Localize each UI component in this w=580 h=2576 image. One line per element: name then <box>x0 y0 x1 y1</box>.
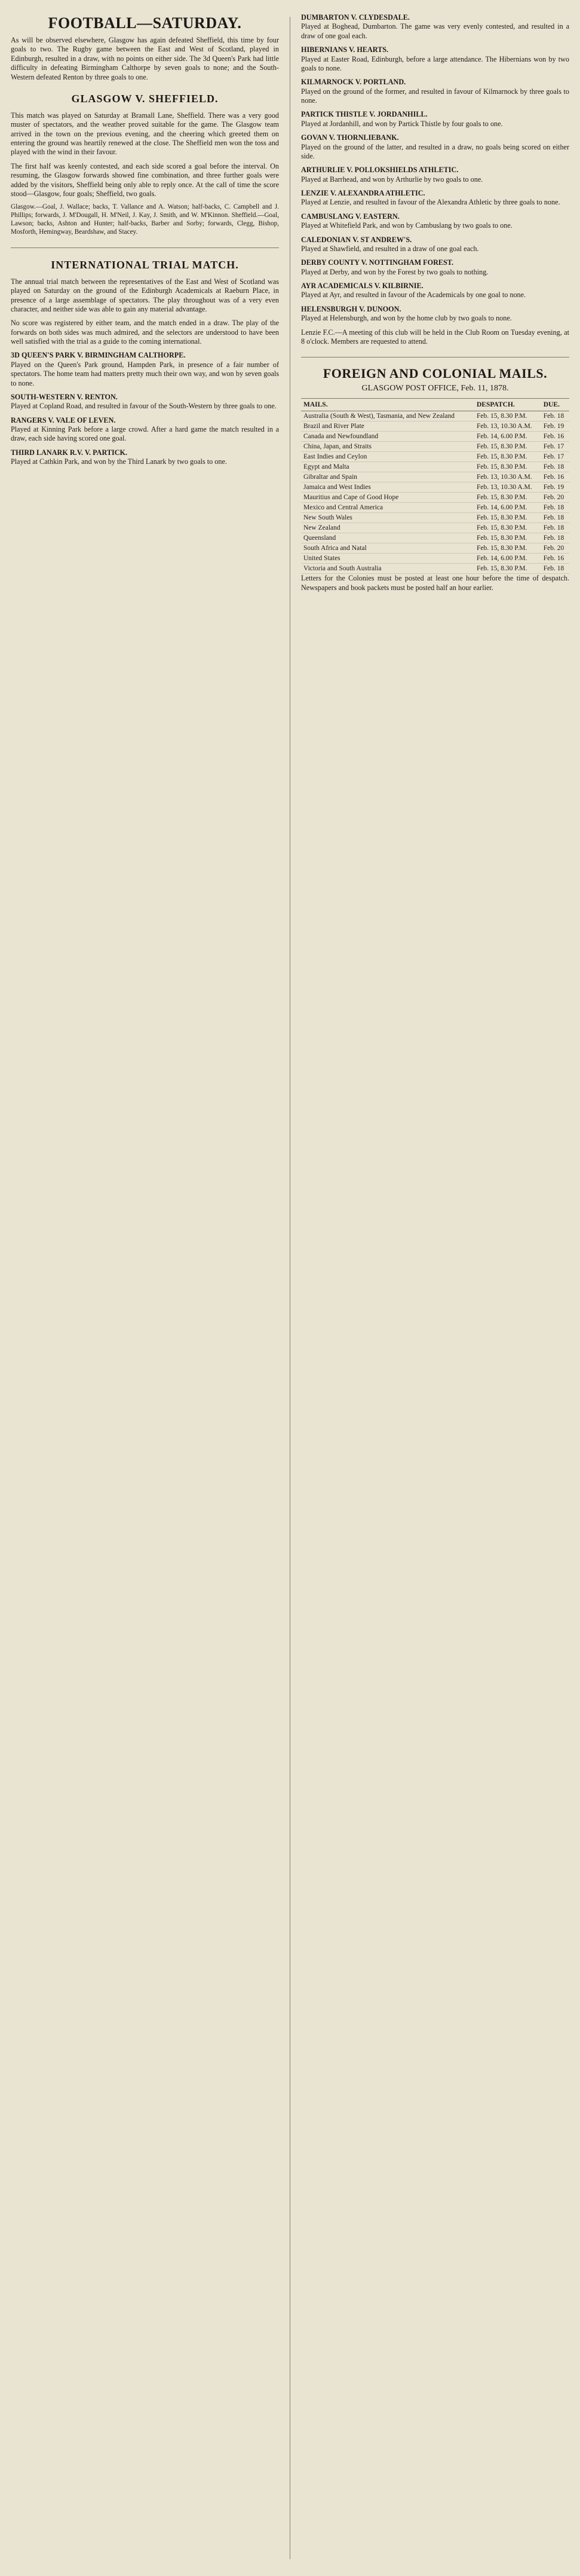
mail-despatch: Feb. 15, 8.30 P.M. <box>474 442 541 452</box>
match-report-body: Played at Easter Road, Edinburgh, before a large attendance. The Hibernians won by two goals to none. <box>301 54 570 72</box>
mail-row <box>301 442 569 452</box>
mail-due: Feb. 18 <box>541 564 569 574</box>
match-report <box>11 393 279 411</box>
match-report <box>301 45 569 73</box>
glasgow-sheffield-lineups: Glasgow.—Goal, J. Wallace; backs, T. Vallance and A. Watson; half-backs, C. Campbell and J. Phillips; forwards, J. M'Dougall, H. M'Neil, J. Kay, J. Smith, and W. M'Kinnon. Sheffield.—Goal, Lawson; backs, Ashton and Hunter; half-backs, Barber and Sorby; forwards, Clegg, Bishop, Mosforth, Hemingway, Beardshaw, and Stacey. <box>11 203 280 236</box>
mail-despatch: Feb. 15, 8.30 P.M. <box>474 543 541 554</box>
mail-row <box>301 543 569 554</box>
match-report <box>301 133 569 161</box>
match-report-heading: SOUTH-WESTERN V. RENTON. <box>11 392 118 401</box>
article-intro: As will be observed elsewhere, Glasgow has again defeated Sheffield, this time by four goals to two. The Rugby game between the East and West of Scotland, played in Edinburgh, resulted in a draw, with no points on either side. The 3d Queen's Park had little difficulty in defeating Birmingham Calthorpe by seven goals to none; and the South-Western defeated Renton by three goals to one. <box>11 36 280 81</box>
mail-due: Feb. 17 <box>541 442 569 452</box>
mail-due: Feb. 16 <box>541 472 569 482</box>
mail-destination: New South Wales <box>301 513 474 523</box>
mail-destination: Queensland <box>301 533 474 543</box>
match-report <box>301 166 569 184</box>
mail-row <box>301 421 569 432</box>
match-report-heading: RANGERS V. VALE OF LEVEN. <box>11 415 116 424</box>
trial-match-heading: INTERNATIONAL TRIAL MATCH. <box>51 258 239 271</box>
match-report-heading: HELENSBURGH V. DUNOON. <box>301 304 401 313</box>
mail-due: Feb. 18 <box>541 462 569 472</box>
mail-destination: New Zealand <box>301 523 474 533</box>
mail-destination: Canada and Newfoundland <box>301 432 474 442</box>
match-report-heading: CAMBUSLANG V. EASTERN. <box>301 212 400 221</box>
match-report <box>11 351 279 388</box>
mail-row <box>301 513 569 523</box>
match-report-body: Played at Whitefield Park, and won by Cambuslang by two goals to one. <box>301 221 513 230</box>
match-report-heading: GOVAN V. THORNLIEBANK. <box>301 133 399 142</box>
mail-destination: China, Japan, and Straits <box>301 442 474 452</box>
mail-destination: Victoria and South Australia <box>301 564 474 574</box>
club-notice: Lenzie F.C.—A meeting of this club will be held in the Club Room on Tuesday evening, at 8 o'clock. Members are requested to attend. <box>301 328 570 346</box>
mail-due: Feb. 19 <box>541 482 569 493</box>
match-report-heading: ARTHURLIE V. POLLOKSHIELDS ATHLETIC. <box>301 166 459 175</box>
section-divider <box>11 247 279 248</box>
mail-row <box>301 523 569 533</box>
match-report-heading: DERBY COUNTY V. NOTTINGHAM FOREST. <box>301 258 454 267</box>
match-report-heading: CALEDONIAN V. ST ANDREW'S. <box>301 235 412 244</box>
mail-due: Feb. 20 <box>541 493 569 503</box>
mail-due: Feb. 20 <box>541 543 569 554</box>
mail-despatch: Feb. 14, 6.00 P.M. <box>474 554 541 564</box>
match-report-heading: PARTICK THISTLE V. JORDANHILL. <box>301 110 428 119</box>
mail-row <box>301 432 569 442</box>
mail-despatch: Feb. 15, 8.30 P.M. <box>474 411 541 421</box>
match-report-heading: KILMARNOCK V. PORTLAND. <box>301 78 406 87</box>
match-report-body: Played at Jordanhill, and won by Partick Thistle by four goals to one. <box>301 119 503 128</box>
match-report <box>301 212 569 231</box>
mail-row <box>301 462 569 472</box>
mail-due: Feb. 18 <box>541 411 569 421</box>
mail-header-mails: MAILS. <box>301 399 474 411</box>
mail-due: Feb. 18 <box>541 503 569 513</box>
match-report-heading: LENZIE V. ALEXANDRA ATHLETIC. <box>301 189 425 197</box>
mail-despatch: Feb. 15, 8.30 P.M. <box>474 533 541 543</box>
match-report-body: Played on the Queen's Park ground, Hampden Park, in presence of a fair number of spectators. The home team had matters pretty much their own way, and won by seven goals to none. <box>11 360 280 387</box>
mail-row <box>301 493 569 503</box>
left-column <box>11 13 279 2565</box>
mail-due: Feb. 16 <box>541 554 569 564</box>
match-report-body: Played at Barrhead, and won by Arthurlie by two goals to one. <box>301 175 483 184</box>
mail-due: Feb. 19 <box>541 421 569 432</box>
trial-match-paragraph: The annual trial match between the representatives of the East and West of Scotland was played on Saturday on the ground of the Edinburgh Academicals at Raeburn Place, in presence of a large assemblage of spectators. The play throughout was of a very even character, and neither side was able to gain any material advantage. <box>11 277 280 313</box>
mail-destination: Egypt and Malta <box>301 462 474 472</box>
mail-header-despatch: DESPATCH. <box>474 399 541 411</box>
mail-despatch: Feb. 13, 10.30 A.M. <box>474 421 541 432</box>
match-report-body: Played at Derby, and won by the Forest by two goals to nothing. <box>301 267 489 276</box>
match-report-body: Played at Lenzie, and resulted in favour of the Alexandra Athletic by three goals to none. <box>301 198 560 207</box>
mail-due: Feb. 16 <box>541 432 569 442</box>
match-report-body: Played at Ayr, and resulted in favour of the Academicals by one goal to none. <box>301 291 526 300</box>
match-report-body: Played on the ground of the former, and resulted in favour of Kilmarnock by three goals to none. <box>301 87 570 105</box>
mail-footnote: Letters for the Colonies must be posted at least one hour before the time of despatch. Newspapers and book packets must be posted half an hour earlier. <box>301 574 570 592</box>
mail-due: Feb. 18 <box>541 533 569 543</box>
glasgow-sheffield-heading: GLASGOW V. SHEFFIELD. <box>71 92 219 105</box>
mail-row <box>301 564 569 574</box>
match-report <box>301 305 569 323</box>
mail-despatch: Feb. 15, 8.30 P.M. <box>474 493 541 503</box>
mail-despatch: Feb. 13, 10.30 A.M. <box>474 472 541 482</box>
mail-destination: East Indies and Ceylon <box>301 452 474 462</box>
mail-row <box>301 503 569 513</box>
mail-table <box>301 398 569 574</box>
mail-despatch: Feb. 15, 8.30 P.M. <box>474 564 541 574</box>
match-report <box>301 13 569 41</box>
glasgow-sheffield-paragraph: This match was played on Saturday at Bramall Lane, Sheffield. There was a very good muster of spectators, and the weather proved suitable for the game. The Glasgow team arrived in the town on the previous evening, and the cheering which greeted them on entering the ground was heartily renewed at the close. The Sheffield men won the toss and played with the wind in their favour. <box>11 111 280 157</box>
mail-despatch: Feb. 15, 8.30 P.M. <box>474 452 541 462</box>
match-report <box>301 236 569 254</box>
match-report-heading: AYR ACADEMICALS V. KILBIRNIE. <box>301 282 424 290</box>
match-report-body: Played at Boghead, Dumbarton. The game was very evenly contested, and resulted in a draw of one goal each. <box>301 22 570 40</box>
match-report-body: Played at Helensburgh, and won by the home club by two goals to none. <box>301 314 512 323</box>
trial-match-paragraph: No score was registered by either team, and the match ended in a draw. The play of the forwards on both sides was much admired, and the selectors are understood to have been well satisfied with the trial as a guide to the coming international. <box>11 319 280 346</box>
mail-despatch: Feb. 14, 6.00 P.M. <box>474 503 541 513</box>
mail-destination: Mauritius and Cape of Good Hope <box>301 493 474 503</box>
mail-destination: Australia (South & West), Tasmania, and New Zealand <box>301 411 474 421</box>
match-report <box>301 189 569 207</box>
mail-row <box>301 452 569 462</box>
mail-due: Feb. 17 <box>541 452 569 462</box>
mail-destination: South Africa and Natal <box>301 543 474 554</box>
mail-destination: Brazil and River Plate <box>301 421 474 432</box>
mail-despatch: Feb. 15, 8.30 P.M. <box>474 523 541 533</box>
mail-despatch: Feb. 14, 6.00 P.M. <box>474 432 541 442</box>
match-report-body: Played on the ground of the latter, and resulted in a draw, no goals being scored on either side. <box>301 142 570 160</box>
match-report-body: Played at Cathkin Park, and won by the Third Lanark by two goals to one. <box>11 457 227 466</box>
mail-row <box>301 533 569 543</box>
mail-title: FOREIGN AND COLONIAL MAILS. <box>323 366 548 381</box>
mail-despatch: Feb. 15, 8.30 P.M. <box>474 462 541 472</box>
mail-destination: Jamaica and West Indies <box>301 482 474 493</box>
match-report-heading: THIRD LANARK R.V. V. PARTICK. <box>11 448 128 457</box>
match-report-heading: HIBERNIANS V. HEARTS. <box>301 45 389 54</box>
mail-due: Feb. 18 <box>541 513 569 523</box>
match-report-heading: DUMBARTON V. CLYDESDALE. <box>301 13 410 22</box>
match-report <box>301 110 569 129</box>
match-report <box>11 448 279 467</box>
mail-row <box>301 482 569 493</box>
match-report <box>301 258 569 277</box>
mail-destination: Gibraltar and Spain <box>301 472 474 482</box>
mail-despatch: Feb. 13, 10.30 A.M. <box>474 482 541 493</box>
match-report <box>11 416 279 444</box>
article-title: FOOTBALL—SATURDAY. <box>48 14 242 32</box>
match-report <box>301 282 569 300</box>
mail-row <box>301 472 569 482</box>
mail-row <box>301 411 569 421</box>
mail-despatch: Feb. 15, 8.30 P.M. <box>474 513 541 523</box>
mail-row <box>301 554 569 564</box>
mail-destination: Mexico and Central America <box>301 503 474 513</box>
match-report-body: Played at Kinning Park before a large crowd. After a hard game the match resulted in a draw, each side having scored one goal. <box>11 425 280 443</box>
mail-due: Feb. 18 <box>541 523 569 533</box>
match-report-body: Played at Shawfield, and resulted in a draw of one goal each. <box>301 244 479 253</box>
mail-subtitle: GLASGOW POST OFFICE, Feb. 11, 1878. <box>361 384 509 393</box>
match-report-body: Played at Copland Road, and resulted in favour of the South-Western by three goals to one. <box>11 402 277 411</box>
mail-header-due: DUE. <box>541 399 569 411</box>
right-column <box>301 13 569 2565</box>
glasgow-sheffield-paragraph: The first half was keenly contested, and each side scored a goal before the interval. On resuming, the Glasgow forwards showed fine combination, and three further goals were added by the visitors, Sheffield being only able to reply once. At the call of time the score stood—Glasgow, four goals; Sheffield, two goals. <box>11 161 280 198</box>
match-report <box>301 78 569 105</box>
match-report-heading: 3D QUEEN'S PARK V. BIRMINGHAM CALTHORPE. <box>11 351 186 360</box>
mail-destination: United States <box>301 554 474 564</box>
